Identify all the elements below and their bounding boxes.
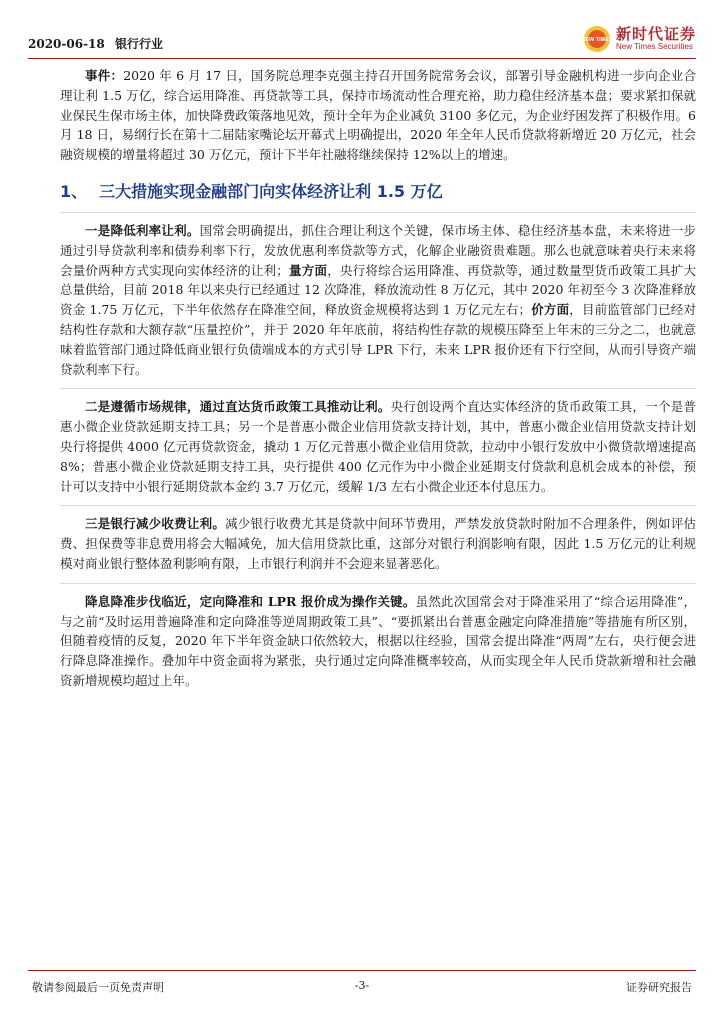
page-header (28, 18, 696, 59)
paragraph-lead: 二是遵循市场规律，通过直达货币政策工具推动让利。 (85, 399, 391, 415)
logo-name-cn: 新时代证券 (615, 25, 696, 43)
page-number: -3- (354, 979, 370, 992)
paragraph-emphasis: 价方面 (531, 302, 570, 318)
paragraph-text: ，央行将综合运用降准、再贷款等，通过数量型货币政策工具扩大总量供给，目前 2018 年以来央行已经通过 12 次降准，释放流动性 8 万亿元，其中 2020 年初至今 3 次降准释放资金 1.75 万亿元，下半年依然存在降准空间，释放资金规模将达到 1 万亿元左右； (60, 262, 696, 318)
paragraph-text: 国常会明确提出，抓住合理让利这个关键，保市场主体、稳住经济基本盘，未来将进一步通过引导贷款利率和债券利率下行，发放优惠利率贷款等方式，化解企业融资贵难题。那么也就意味着央行未来将会量价两种方式实现向实体经济的让利； (60, 222, 696, 278)
company-logo (582, 24, 696, 54)
paragraph-text: 虽然此次国常会对于降准采用了“综合运用降准”，与之前“及时运用普遍降准和定向降准等逆周期政策工具”、“要抓紧出台普惠金融定向降准措施”等措施有所区别，但随着疫情的反复，2020 年下半年资金缺口依然较大，根据以往经验，国常会提出降准“两周”左右，央行便会进行降息降准操作。叠加年中资金面将为紧张，央行通过定向降准概率较高，从而实现全年人民币贷款新增和社会融资新增规模均超过上年。 (60, 593, 696, 688)
event-label: 事件： (85, 68, 124, 83)
paragraph-text: 央行创设两个直达实体经济的货币政策工具，一个是普惠小微企业贷款延期支持工具；另一个是普惠小微企业信用贷款支持计划，其中，普惠小微企业信用贷款支持计划央行将提供 4000 亿元再贷款资金，撬动 1 万亿元普惠小微企业信用贷款，拉动中小银行发放中小微贷款增速提高 8%；普惠小微企业贷款延期支持工具，央行提供 400 亿元作为中小微企业延期支付贷款利息机会成本的补偿，预计可以支持中小银行延期贷款本金约 3.7 万亿元，缓解 1/3 左右小微企业还本付息压力。 (60, 399, 696, 494)
header-meta (28, 35, 169, 52)
event-paragraph (60, 66, 696, 165)
logo-name-en: New Times Securities (615, 42, 693, 51)
paragraph-divider (60, 583, 696, 584)
paragraph-text: 减少银行收费尤其是贷款中间环节费用，严禁发放贷款时附加不合理条件，例如评估费、担保费等非息费用将会大幅减免，加大信用贷款比重，这部分对银行利润影响有限，因此 1.5 万亿元的让利规模对商业银行整体盈利影响有限，上市银行利润并不会迎来显著恶化。 (60, 516, 696, 571)
paragraph-lead: 三是银行减少收费让利。 (85, 516, 226, 532)
paragraph-divider (60, 505, 696, 506)
industry-name: 银行行业 (114, 37, 163, 51)
paragraph-divider (60, 388, 696, 389)
section-title: 三大措施实现金融部门向实体经济让利 1.5 万亿 (99, 181, 443, 201)
paragraph-policy-tools (60, 397, 696, 496)
page-body (60, 66, 696, 700)
paragraph-emphasis: 量方面 (288, 262, 328, 278)
paragraph-lead: 一是降低利率让利。 (85, 222, 200, 238)
paragraph-text: ，目前监管部门已经对结构性存款和大额存款“压量控价”，并于 2020 年年底前，将结构性存款的规模压降至上年末的三分之二，也就意味着监管部门通过降低商业银行负债端成本的方式引导 LPR 下行，未来 LPR 报价还有下行空间，从而引导资产端贷款利率下行。 (60, 302, 696, 377)
paragraph-lead: 降息降准步伐临近，定向降准和 LPR 报价成为操作关键。 (85, 593, 416, 609)
disclaimer-note: 敬请参阅最后一页免责声明 (32, 981, 164, 994)
svg-text:NEW TIMES: NEW TIMES (581, 37, 612, 43)
logo-mark-icon (582, 24, 612, 54)
report-type: 证券研究报告 (626, 981, 692, 994)
section-divider (60, 212, 696, 213)
paragraph-rrr-lpr (60, 592, 696, 691)
report-date: 2020-06-18 (28, 37, 105, 51)
logo-text (616, 26, 696, 52)
section-heading (60, 179, 696, 202)
paragraph-rate-cut (60, 221, 696, 379)
page-footer (28, 970, 696, 994)
paragraph-fee-reduction (60, 514, 696, 573)
event-text: 2020 年 6 月 17 日，国务院总理李克强主持召开国务院常务会议，部署引导金融机构进一步向企业合理让利 1.5 万亿，综合运用降准、再贷款等工具，保持市场流动性合理充裕，助力稳住经济基本盘；要求紧扣保就业保民生保市场主体，加快降费政策落地见效，预计全年为企业减负 3100 多亿元，为企业纾困发挥了积极作用。6 月 18 日，易纲行长在第十二届陆家嘴论坛开幕式上明确提出，2020 年全年人民币贷款将新增近 20 万亿元，社会融资规模的增量将超过 30 万亿元，预计下半年社融将继续保持 12%以上的增速。 (60, 68, 696, 163)
section-number: 1、 (60, 181, 88, 201)
